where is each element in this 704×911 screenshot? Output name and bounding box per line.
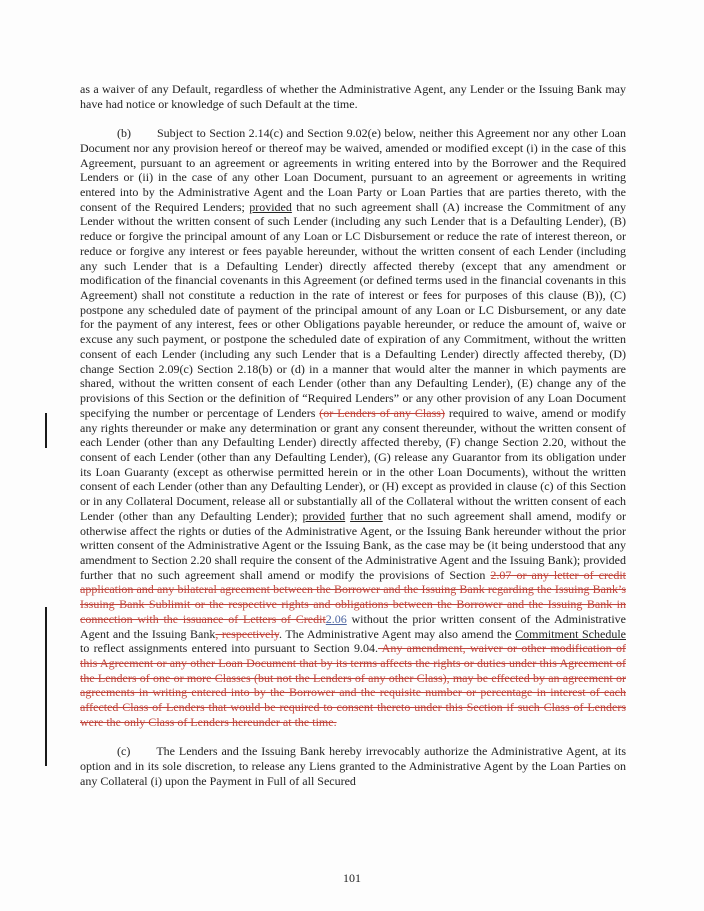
text-run: The Lenders and the Issuing Bank hereby irrevocably authorize the Administrative Agent, at its option and in its sole discretion, to release any Liens granted to the Administrative Agent by the Loan Parties on any Collateral (i) upon the Payment in Full of all Secured [80,744,626,788]
text-run: (c) [117,744,131,759]
paragraph-continuation [80,82,626,111]
text-run: . The Administrative Agent may also amend the [279,626,516,641]
underlined-text: provided [302,508,346,523]
text-run: as a waiver of any Default, regardless of whether the Administrative Agent, any Lender or the Issuing Bank may have had notice or knowledge of such Default at the time. [80,82,626,111]
underlined-text: Commitment Schedule [515,626,626,641]
text-run: that no such agreement shall (A) increase the Commitment of any Lender without the written consent of such Lender (including any such Lender that is a Defaulting Lender), (B) reduce or forgive the principal amount of any Loan or LC Disbursement or reduce the rate of interest thereon, or reduce or forgive any interest or fees payable hereunder, without the written consent of each Lender (including any such Lender that is a Defaulting Lender) directly affected thereby (except that any amendment or modification of the financial covenants in this Agreement (or defined terms used in the financial covenants in this Agreement) shall not constitute a reduction in the rate of interest or fees for purposes of this clause (B)), (C) postpone any scheduled date of payment of the principal amount of any Loan or LC Disbursement, or any date for the payment of any interest, fees or other Obligations payable hereunder, or reduce the amount of, waive or excuse any such payment, or postpone the scheduled date of expiration of any Commitment, without the written consent of each Lender (including any such Lender that is a Defaulting Lender) directly affected thereby, (D) change Section 2.09(c) Section 2.18(b) or (d) in a manner that would alter the manner in which payments are shared, without the written consent of each Lender (other than any Defaulting Lender), (E) change any of the provisions of this Section or the definition of “Required Lenders” or any other provision of any Loan Document specifying the number or percentage of Lenders [80,199,627,420]
page-number: 101 [343,871,361,885]
deleted-text: , respectively [215,626,280,641]
inserted-text: 2.06 [325,611,347,626]
revision-change-bar [45,413,47,448]
page-content [80,82,626,803]
paragraph-clause-c [80,744,626,788]
text-run: that no such agreement shall amend, modify or otherwise affect the rights or duties of the Administrative Agent, or the Issuing Bank hereunder without the prior written consent of the Administrative Agent or the Issuing Bank, as the case may be (it being understood that any amendment to Section 2.20 shall require the consent of the Administrative Agent and the Issuing Bank); provided further that no such agreement shall amend or modify the provisions of Section [80,508,627,582]
text-run: required to waive, amend or modify any rights thereunder or make any determination or grant any consent thereunder, without the written consent of each Lender (other than any Defaulting Lender) directly affected thereby, (F) change Section 2.20, without the consent of each Lender (other than any Defaulting Lender), (G) release any Guarantor from its obligation under its Loan Guaranty (except as otherwise permitted herein or in the other Loan Documents), without the written consent of each Lender (other than any Defaulting Lender), or (H) except as provided in clause (c) of this Section or in any Collateral Document, release all or substantially all of the Collateral without the written consent of each Lender (other than any Defaulting Lender); [80,405,627,523]
text-run: to reflect assignments entered into pursuant to Section 9.04. [80,641,378,656]
text-run: (b) [117,126,131,141]
text-run: Subject to Section 2.14(c) and Section 9.02(e) below, neither this Agreement nor any other Loan Document nor any provision hereof or thereof may be waived, amended or modified except (i) in the case of this Agreement, pursuant to an agreement or agreements in writing entered into by the Borrower and the Required Lenders or (ii) in the case of any other Loan Document, pursuant to an agreement or agreements in writing entered into by the Administrative Agent and the Loan Party or Loan Parties that are parties thereto, with the consent of the Required Lenders; [80,126,626,214]
revision-change-bar [45,607,47,766]
underlined-text: provided [249,199,292,214]
text-run: without the prior written consent of the Administrative Agent and the Issuing Bank [80,611,626,641]
paragraph-clause-b [80,126,626,729]
deleted-text: Any amendment, waiver or other modification of this Agreement or any other Loan Document that by its terms affects the rights or duties under this Agreement of the Lenders of one or more Classes (but not the Lenders of any other Class), may be effected by an agreement or agreements in writing entered into by the Borrower and the requisite number or percentage in interest of each affected Class of Lenders that would be required to consent thereto under this Section if such Class of Lenders were the only Class of Lenders hereunder at the time. [80,641,626,729]
deleted-text: (or Lenders of any Class) [319,405,445,420]
underlined-text: further [350,508,383,523]
deleted-text: 2.07 or any letter of credit application and any bilateral agreement between the Borrower and the Issuing Bank regarding the Issuing Bank’s Issuing Bank Sublimit or the respective rights and obligations between the Borrower and the Issuing Bank in connection with the issuance of Letters of Credit [80,567,626,626]
